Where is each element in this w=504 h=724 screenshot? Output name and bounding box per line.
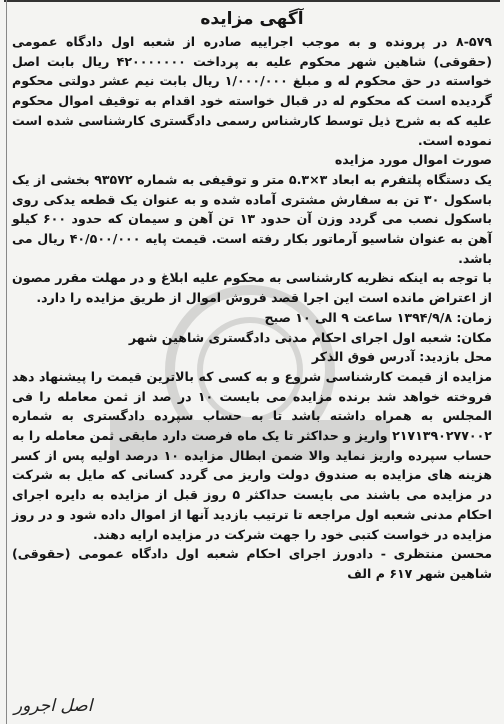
paragraph-signatory: محسن منتظری - دادورز اجرای احکام شعبه اول دادگاه عمومی (حقوقی) شاهین شهر ۶۱۷ م الف — [12, 546, 492, 581]
paragraph-assets-heading: صورت اموال مورد مزایده — [334, 152, 492, 168]
paragraph-objection: با توجه به اینکه نظریه کارشناسی به محکوم علیه ابلاغ و در مهلت مقرر مصون از اعتراض مانده است این اجرا قصد فروش اموال از طریق مزایده را دارد. — [12, 270, 492, 306]
paragraph-location: مکان: شعبه اول اجرای احکام مدنی دادگستری شاهین شهر — [128, 329, 492, 345]
page-title: آگهی مزایده — [200, 9, 304, 29]
paragraph-time: زمان: ۱۳۹۴/۹/۸ ساعت ۹ الی ۱۰ صبح — [264, 309, 492, 325]
notice-body — [12, 32, 492, 584]
top-border-line — [4, 0, 500, 2]
paragraph-assets-description: یک دستگاه پلتفرم به ابعاد ۳×۵.۳ متر و توقیفی به شماره ۹۳۵۷۲ بخشی از یک باسکول ۳۰ تن به سفارش مشتری آماده شده و به عنوان یک قطعه یدکی روی باسکول نصب می گردد وزن آن حدود ۱۳ تن آهن و سیمان که حدود ۶۰۰ کیلو آهن به عنوان شاسیو آرماتور بکار رفته است. قیمت پایه ۴۰/۵۰۰/۰۰۰ ریال می باشد. — [12, 171, 492, 266]
paragraph-terms: مزایده از قیمت کارشناسی شروع و به کسی که بالاترین قیمت را پیشنهاد دهد فروخته خواهد شد برنده مزایده می بایست ۱۰ در صد از ثمن معامله را فی المجلس به همراه داشته باشد تا به حساب سپرده دادگستری به شماره ۲۱۷۱۳۹۰۲۷۷۰۰۲ واریز و حداکثر تا یک ماه فرصت دارد مابقی ثمن معامله را به حساب سپرده واریز نماید والا ضمن ابطال مزایده ۱۰ درصد اولیه پس از کسر هزینه های مزایده به صندوق دولت واریز می گردد کسانی که مایل به شرکت در مزایده می باشند می بایست حداکثر ۵ روز قبل از مزایده به دایره اجرای احکام مدنی شعبه اول مراجعه تا ترتیب بازدید آنها از اموال داده شود و در روز مزایده در خواست کتبی خود را جهت شرکت در مزایده ارایه دهند. — [12, 368, 493, 542]
paragraph-intro: ۸-۵۷۹ در پرونده و به موجب اجراییه صادره از شعبه اول دادگاه عمومی (حقوقی) شاهین شهر محکوم علیه به پرداخت ۴۲۰۰۰۰۰۰۰ ریال بابت اصل خواسته در حق محکوم له و مبلغ ۱/۰۰۰/۰۰۰ ریال بابت نیم عشر دولتی محکوم گردیده است که محکوم له در قبال خواسته خود اقدام به توقیف اموال محکوم علیه که به شرح ذیل توسط کارشناس رسمی دادگستری کارشناسی شده است نموده است. — [12, 34, 492, 148]
handwritten-signature: اصل اجرور — [14, 696, 93, 716]
paragraph-visit-location: محل بازدید: آدرس فوق الذکر — [311, 349, 492, 365]
left-border-line — [6, 0, 7, 724]
